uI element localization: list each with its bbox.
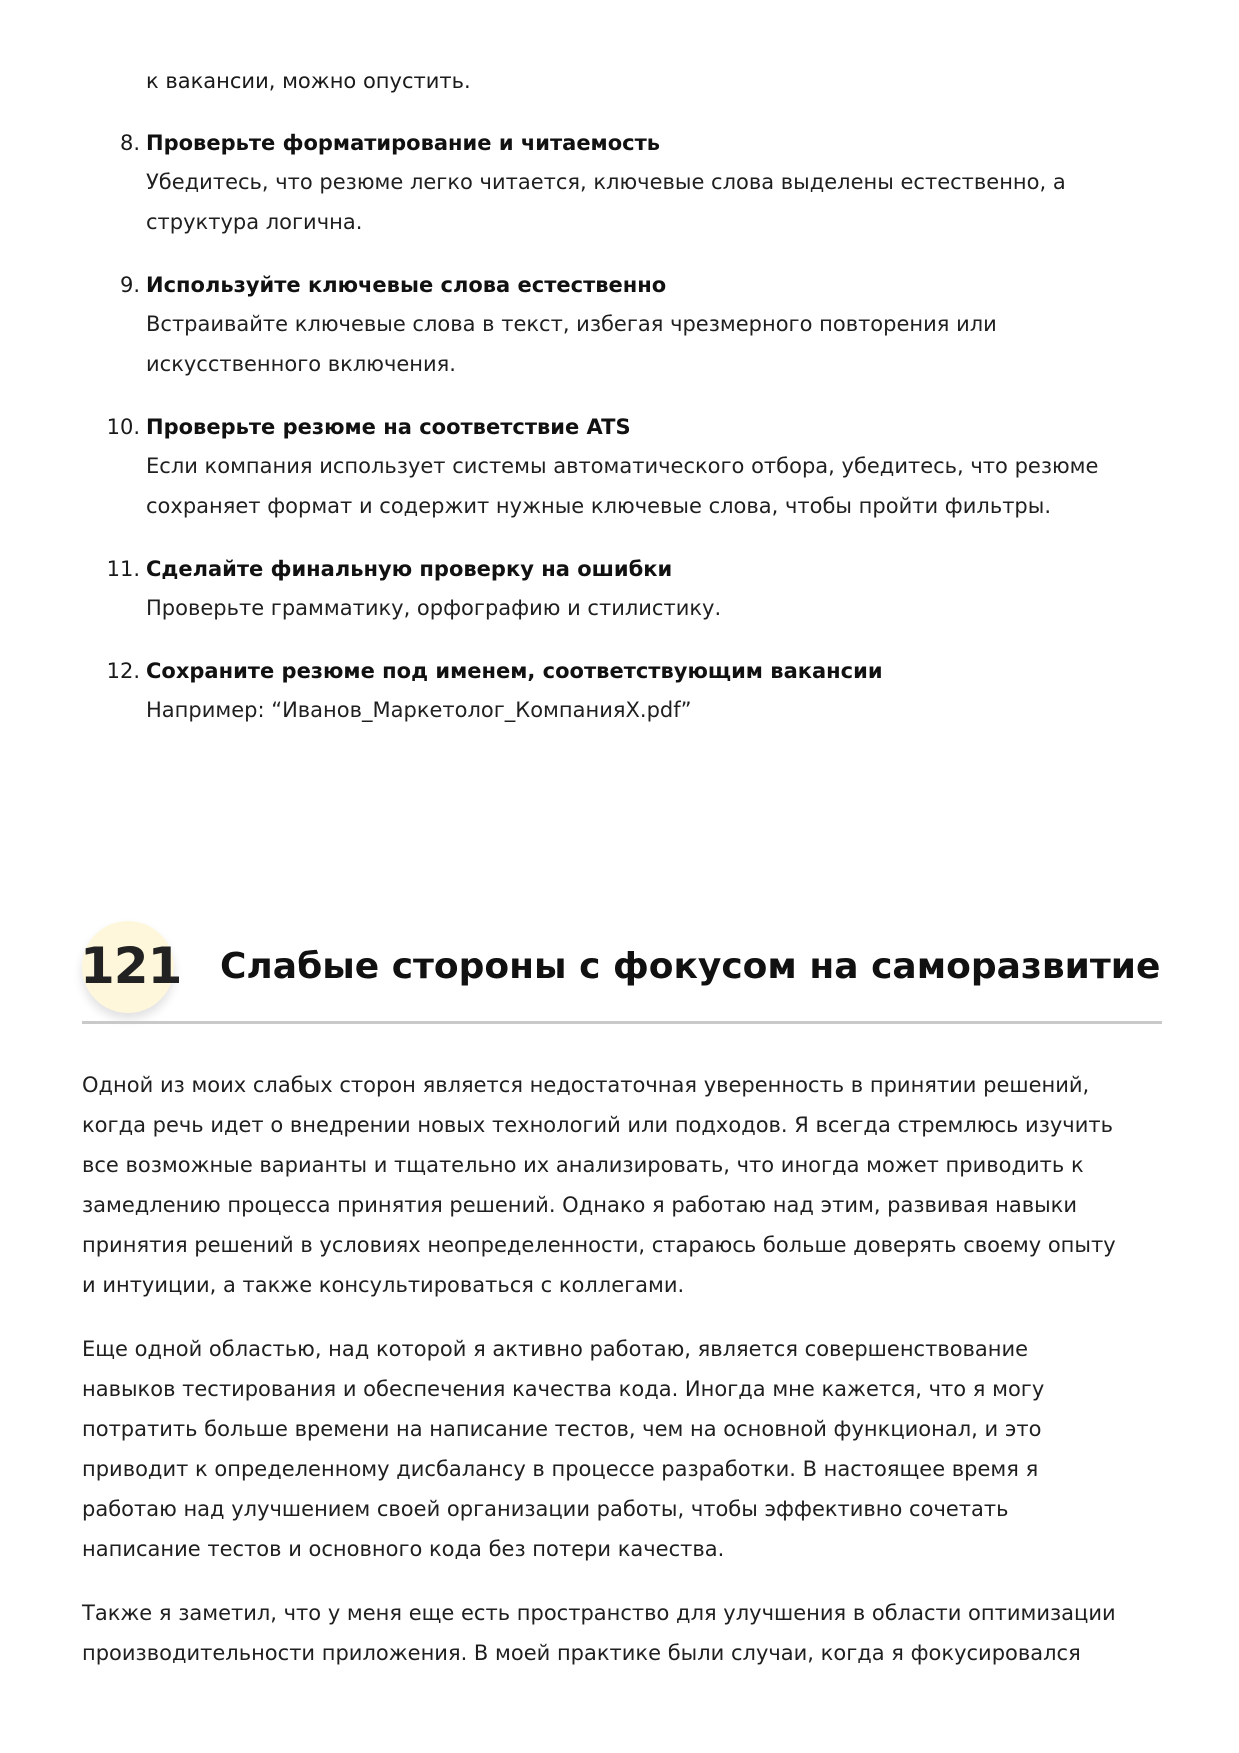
step-number: 8.: [119, 131, 140, 155]
list-item: [0, 652, 1146, 730]
list-item: [0, 408, 1146, 526]
steps-list: [0, 124, 1239, 754]
step-number: 12.: [106, 659, 140, 683]
step-number: 9.: [119, 273, 140, 297]
paragraph-line: Одной из моих слабых сторон является недостаточная уверенность в принятии решений,: [82, 1073, 1090, 1097]
paragraph-line: замедлению процесса принятия решений. Однако я работаю над этим, развивая навыки: [82, 1193, 1078, 1217]
section-number: 121: [80, 937, 182, 995]
paragraph-line: работаю над улучшением своей организации работы, чтобы эффективно сочетать: [82, 1497, 1009, 1521]
step-description-line: Проверьте грамматику, орфографию и стилистику.: [146, 596, 722, 620]
paragraph-line: Еще одной областью, над которой я активно работаю, является совершенствование: [82, 1337, 1029, 1361]
paragraph: [82, 1065, 1172, 1305]
list-item: [0, 550, 1146, 628]
paragraph-line: когда речь идет о внедрении новых технологий или подходов. Я всегда стремлюсь изучить: [82, 1113, 1113, 1137]
step-title: Проверьте резюме на соответствие ATS: [146, 415, 631, 439]
step-description-line: сохраняет формат и содержит нужные ключевые слова, чтобы пройти фильтры.: [146, 494, 1052, 518]
section-divider: [82, 1021, 1162, 1024]
paragraph-line: производительности приложения. В моей практике были случаи, когда я фокусировался: [82, 1641, 1081, 1665]
step-number: 11.: [106, 557, 140, 581]
step-title: Используйте ключевые слова естественно: [146, 273, 667, 297]
step-description-line: структура логична.: [146, 210, 363, 234]
section-title: Слабые стороны с фокусом на саморазвитие: [220, 946, 1161, 987]
step-number: 10.: [106, 415, 140, 439]
paragraph: [82, 1593, 1172, 1673]
paragraph-line: Также я заметил, что у меня еще есть пространство для улучшения в области оптимизации: [82, 1601, 1116, 1625]
list-item: [0, 266, 1146, 384]
paragraph-line: и интуиции, а также консультироваться с коллегами.: [82, 1273, 685, 1297]
step-description-line: Убедитесь, что резюме легко читается, ключевые слова выделены естественно, а: [146, 170, 1066, 194]
paragraph-line: потратить больше времени на написание тестов, чем на основной функционал, и это: [82, 1417, 1042, 1441]
paragraph-line: написание тестов и основного кода без потери качества.: [82, 1537, 725, 1561]
list-item: [0, 124, 1146, 242]
paragraph-line: приводит к определенному дисбалансу в процессе разработки. В настоящее время я: [82, 1457, 1039, 1481]
step-title: Сделайте финальную проверку на ошибки: [146, 557, 673, 581]
step-description-line: Встраивайте ключевые слова в текст, избегая чрезмерного повторения или: [146, 312, 997, 336]
paragraph: [82, 1329, 1172, 1569]
step-description-line: Например: “Иванов_Маркетолог_КомпанияX.pdf”: [146, 698, 692, 722]
step-description-line: Если компания использует системы автоматического отбора, убедитесь, что резюме: [146, 454, 1099, 478]
step-description-line: искусственного включения.: [146, 352, 456, 376]
paragraph-line: навыков тестирования и обеспечения качества кода. Иногда мне кажется, что я могу: [82, 1377, 1045, 1401]
step-title: Сохраните резюме под именем, соответствующим вакансии: [146, 659, 883, 683]
step-title: Проверьте форматирование и читаемость: [146, 131, 661, 155]
paragraph-line: принятия решений в условиях неопределенности, стараюсь больше доверять своему опыту: [82, 1233, 1116, 1257]
paragraph-line: все возможные варианты и тщательно их анализировать, что иногда может приводить к: [82, 1153, 1084, 1177]
section-header: [82, 918, 1162, 1018]
continuation-text: к вакансии, можно опустить.: [146, 69, 471, 93]
section-body: [82, 1065, 1172, 1697]
